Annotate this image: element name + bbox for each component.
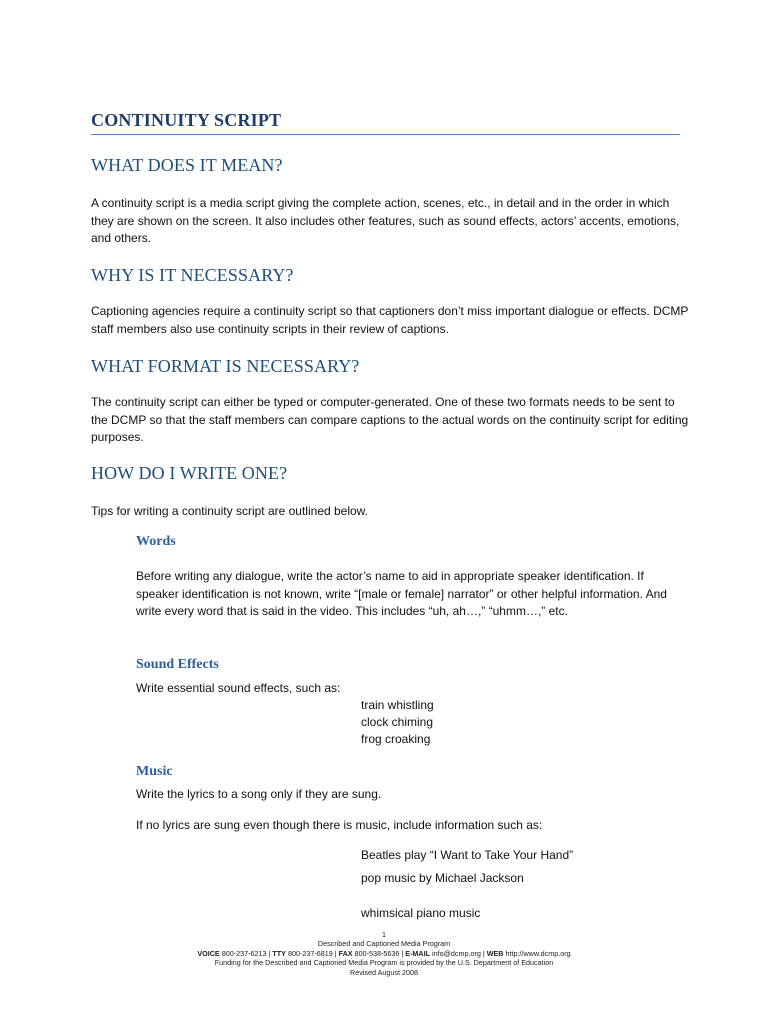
subheading-music: Music <box>136 764 173 779</box>
email-link[interactable]: info@dcmp.org <box>431 948 481 958</box>
contact-label: VOICE <box>197 948 220 958</box>
paragraph-music-no-lyrics: If no lyrics are sung even though there is music, include information such as: <box>136 818 543 832</box>
page-number: 1 <box>382 930 386 939</box>
contact-line: VOICE 800-237-6213 | TTY 800-237-6819 | FAX 800-538-5636 | E-MAIL info@dcmp.org | WEB http://www.dcmp.org <box>197 948 571 958</box>
revision-date: Revised August 2008 <box>350 967 418 977</box>
example-music: whimsical piano music <box>361 906 481 920</box>
subheading-sound-effects: Sound Effects <box>136 657 219 672</box>
heading-why-is-it-necessary: WHY IS IT NECESSARY? <box>91 265 294 285</box>
example-sound-effect: clock chiming <box>361 715 434 729</box>
contact-label: WEB <box>486 948 504 958</box>
paragraph-words: Before writing any dialogue, write the actor’s name to aid in appropriate speaker identification. If speaker identification is not known, write “[male or female] narrator” or other helpful information. And write every word that is said in the video. This includes “uh, ah…,” “uhmm…,” etc. <box>136 569 667 618</box>
paragraph-what-does-it-mean: A continuity script is a media script giving the complete action, scenes, etc., in detail and in the order in which they are shown on the screen. It also includes other features, such as sound effects, actors’ accents, emotions, and others. <box>91 196 680 245</box>
heading-what-format: WHAT FORMAT IS NECESSARY? <box>91 356 360 376</box>
contact-label: FAX <box>338 948 353 958</box>
title-underline <box>91 134 680 135</box>
paragraph-how-do-i-write-one: Tips for writing a continuity script are outlined below. <box>91 504 369 518</box>
example-music: pop music by Michael Jackson <box>361 871 524 885</box>
page-footer <box>0 930 768 977</box>
document-title: CONTINUITY SCRIPT <box>91 110 282 130</box>
paragraph-music-lyrics: Write the lyrics to a song only if they are sung. <box>136 787 382 801</box>
subheading-words: Words <box>136 534 176 549</box>
program-name: Described and Captioned Media Program <box>317 939 451 949</box>
heading-what-does-it-mean: WHAT DOES IT MEAN? <box>91 155 283 175</box>
example-sound-effect: train whistling <box>361 698 434 712</box>
paragraph-sound-effects-intro: Write essential sound effects, such as: <box>136 681 341 695</box>
heading-how-do-i-write-one: HOW DO I WRITE ONE? <box>91 463 288 483</box>
example-music: Beatles play “I Want to Take Your Hand” <box>361 848 574 862</box>
contact-label: E-MAIL <box>405 948 430 958</box>
example-sound-effect: frog croaking <box>361 732 431 746</box>
funding-note: Funding for the Described and Captioned Media Program is provided by the U.S. Department of Education <box>214 958 554 968</box>
contact-value: 800-237-6819 <box>287 948 333 958</box>
paragraph-why-is-it-necessary: Captioning agencies require a continuity script so that captioners don’t miss important dialogue or effects. DCMP staff members also use continuity scripts in their review of captions. <box>91 304 689 336</box>
web-link[interactable]: http://www.dcmp.org <box>505 948 571 958</box>
contact-label: TTY <box>272 948 286 958</box>
contact-value: 800-538-5636 <box>354 948 400 958</box>
paragraph-what-format: The continuity script can either be typed or computer-generated. One of these two formats needs to be sent to the DCMP so that the staff members can compare captions to the actual words on the continuity script for editing purposes. <box>91 395 689 444</box>
contact-value: 800-237-6213 <box>221 948 267 958</box>
